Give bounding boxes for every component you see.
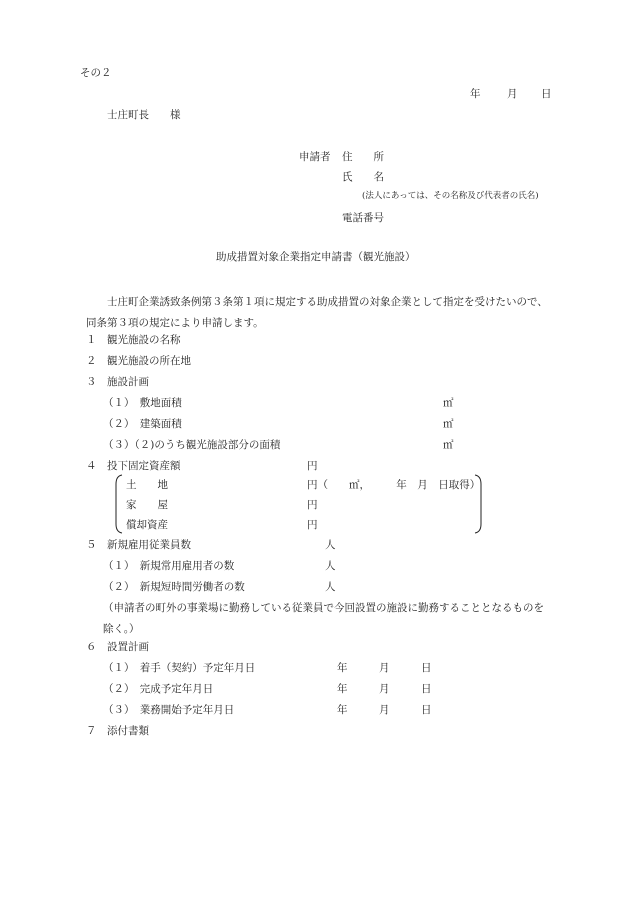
name-label: 氏 名 [342,171,384,183]
name-note: (法人にあっては、その名称及び代表者の氏名) [362,191,539,201]
left-bracket [115,474,123,534]
building-label: 家 屋 [126,499,168,511]
unit-m2: ㎡ [443,397,454,409]
day-label: 日 [421,704,432,716]
date-day-label: 日 [541,88,552,100]
section-3-1: （１） 敷地面積 [103,397,182,409]
section-3-2: （２） 建築面積 [103,418,182,430]
day-label: 日 [421,683,432,695]
date-year-label: 年 [470,88,481,100]
section-4: ４ 投下固定資産額 [86,460,181,472]
section-6-1: （１） 着手（契約）予定年月日 [103,662,256,674]
section-7: ７ 添付書類 [86,725,149,737]
section-5-1: （１） 新規常用雇用者の数 [103,560,235,572]
land-label: 土 地 [126,479,168,491]
phone-label: 電話番号 [342,212,384,224]
honorific: 様 [170,109,181,121]
section-3: ３ 施設計画 [86,376,149,388]
section-6-2: （２） 完成予定年月日 [103,683,214,695]
section-5-note: （申請者の町外の事業場に勤務している従業員で今回設置の施設に勤務することとなるものを除く。） [103,602,544,635]
day-label: 日 [421,662,432,674]
unit-m2: ㎡ [443,439,454,451]
depreciable-label: 償却資産 [126,519,168,531]
body-paragraph: 士庄町企業誘致条例第３条第１項に規定する助成措置の対象企業として指定を受けたいので、同条第３項の規定により申請します。 [86,296,548,329]
unit-yen: 円 [307,499,318,511]
unit-person: 人 [325,539,336,551]
document-title: 助成措置対象企業指定申請書（観光施設） [216,251,416,263]
address-label: 住 所 [342,151,384,163]
applicant-label: 申請者 [299,151,331,163]
unit-m2: ㎡ [443,418,454,430]
addressee: 士庄町長 [107,109,149,121]
land-detail: 円（ ㎡， 年 月 日取得） [307,479,481,491]
section-3-3: （３）（２)のうち観光施設部分の面積 [103,439,281,451]
section-6-3: （３） 業務開始予定年月日 [103,704,235,716]
month-label: 月 [379,683,390,695]
section-5: ５ 新規雇用従業員数 [86,539,191,551]
year-label: 年 [337,704,348,716]
unit-person: 人 [325,560,336,572]
date-month-label: 月 [507,88,518,100]
year-label: 年 [337,683,348,695]
section-2: ２ 観光施設の所在地 [86,355,191,367]
year-label: 年 [337,662,348,674]
section-1: １ 観光施設の名称 [86,334,181,346]
unit-yen: 円 [307,519,318,531]
section-6: ６ 設置計画 [86,641,149,653]
unit-person: 人 [325,581,336,593]
month-label: 月 [379,662,390,674]
form-number: その２ [80,67,112,79]
unit-yen: 円 [307,460,318,472]
month-label: 月 [379,704,390,716]
section-5-2: （２） 新規短時間労働者の数 [103,581,245,593]
